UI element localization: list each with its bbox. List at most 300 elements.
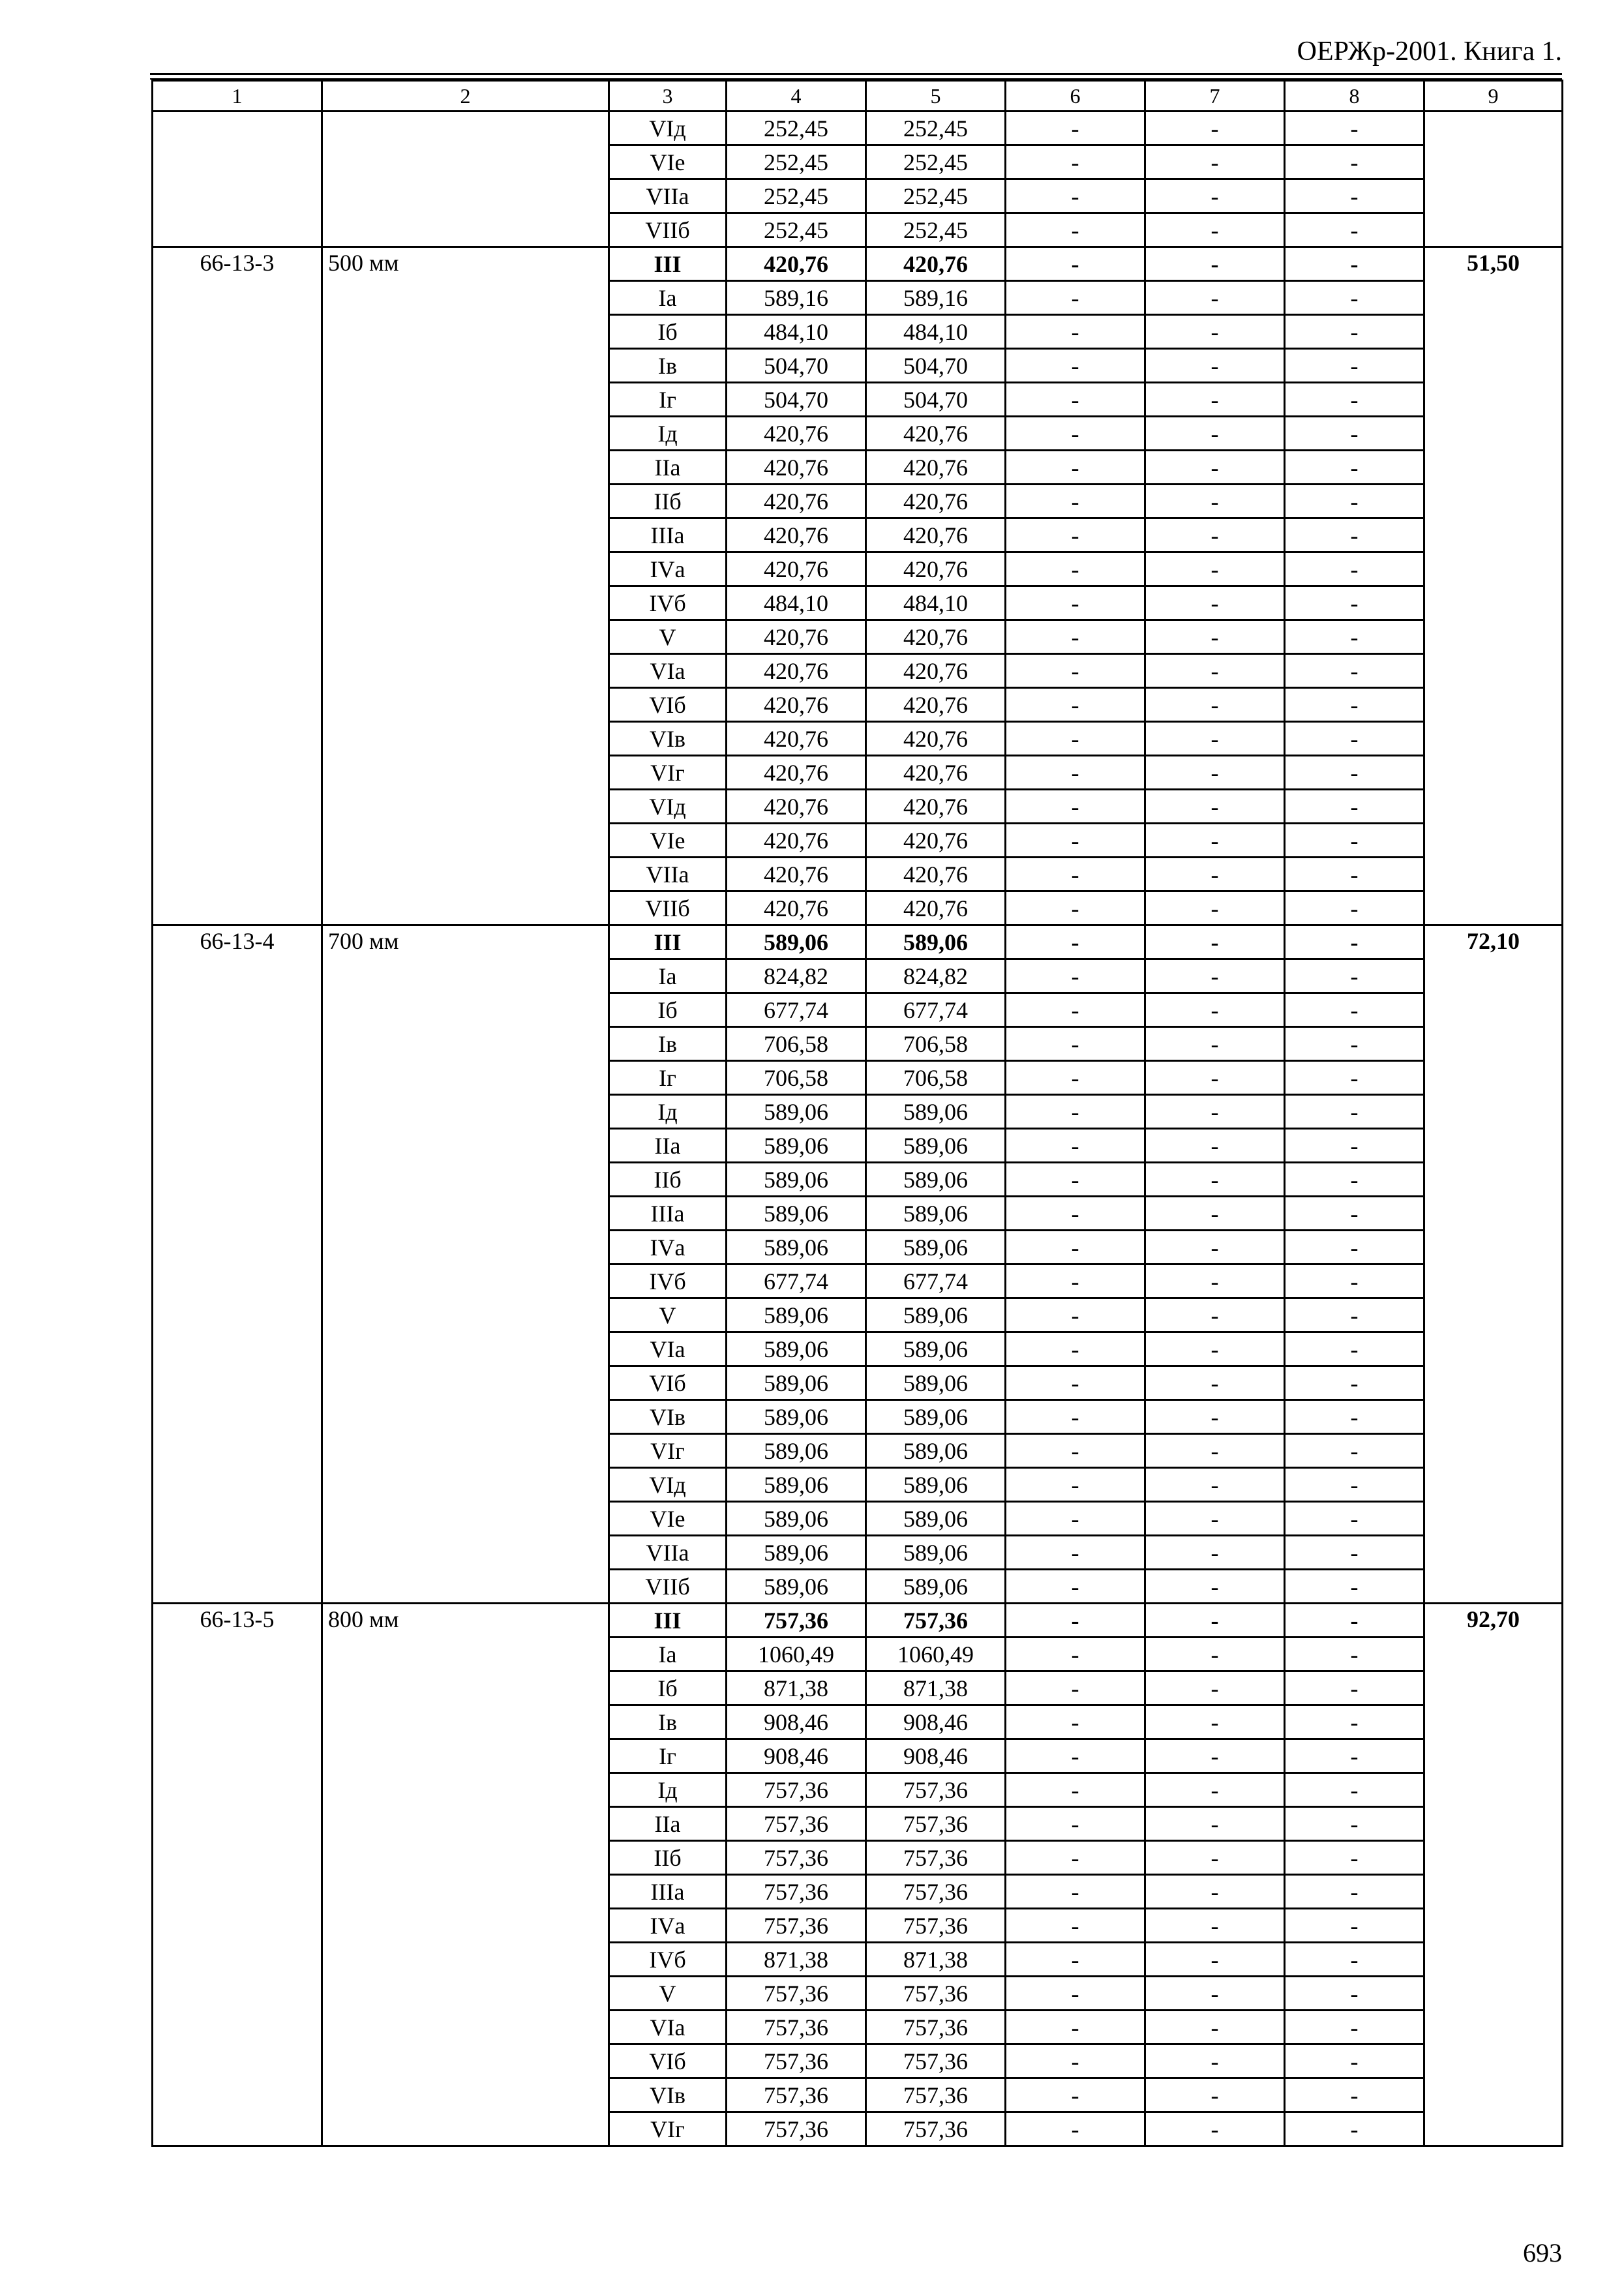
value-col5-cell: 908,46 (866, 1705, 1006, 1739)
value-col6-cell: - (1006, 1739, 1145, 1773)
value-col4-cell: 757,36 (727, 1604, 866, 1638)
zone-cell: VIIб (609, 891, 727, 925)
value-col6-cell: - (1006, 179, 1145, 213)
zone-cell: VIа (609, 2011, 727, 2044)
value-col7-cell: - (1145, 383, 1285, 417)
value-col8-cell: - (1285, 959, 1424, 993)
value-col6-cell: - (1006, 1909, 1145, 1943)
value-col8-cell: - (1285, 1671, 1424, 1705)
value-col7-cell: - (1145, 1264, 1285, 1298)
value-col9-cell: 51,50 (1424, 247, 1563, 925)
value-col6-cell: - (1006, 620, 1145, 654)
value-col5-cell: 420,76 (866, 552, 1006, 586)
value-col6-cell: - (1006, 824, 1145, 858)
zone-cell: VIб (609, 688, 727, 722)
value-col6-cell: - (1006, 1400, 1145, 1434)
value-col8-cell: - (1285, 1638, 1424, 1671)
value-col4-cell: 757,36 (727, 1977, 866, 2011)
value-col7-cell: - (1145, 417, 1285, 451)
value-col7-cell: - (1145, 1298, 1285, 1332)
value-col4-cell: 504,70 (727, 349, 866, 383)
value-col8-cell: - (1285, 1163, 1424, 1197)
value-col7-cell: - (1145, 1332, 1285, 1366)
value-col6-cell: - (1006, 1264, 1145, 1298)
value-col7-cell: - (1145, 281, 1285, 315)
value-col4-cell: 504,70 (727, 383, 866, 417)
zone-cell: IVб (609, 1264, 727, 1298)
column-header: 6 (1006, 81, 1145, 112)
value-col7-cell: - (1145, 2044, 1285, 2078)
value-col6-cell: - (1006, 349, 1145, 383)
zone-cell: IIIа (609, 518, 727, 552)
column-header: 4 (727, 81, 866, 112)
value-col4-cell: 420,76 (727, 552, 866, 586)
zone-cell: VIг (609, 756, 727, 790)
value-col7-cell: - (1145, 315, 1285, 349)
value-col7-cell: - (1145, 1163, 1285, 1197)
value-col4-cell: 824,82 (727, 959, 866, 993)
zone-cell: VIв (609, 722, 727, 756)
value-col4-cell: 677,74 (727, 993, 866, 1027)
value-col6-cell: - (1006, 1671, 1145, 1705)
value-col8-cell: - (1285, 518, 1424, 552)
value-col7-cell: - (1145, 858, 1285, 891)
value-col7-cell: - (1145, 790, 1285, 824)
value-col4-cell: 677,74 (727, 1264, 866, 1298)
value-col4-cell: 589,06 (727, 1332, 866, 1366)
value-col5-cell: 589,06 (866, 1163, 1006, 1197)
value-col8-cell: - (1285, 2112, 1424, 2146)
value-col4-cell: 420,76 (727, 858, 866, 891)
item-code-cell: 66-13-4 (153, 925, 322, 1604)
value-col5-cell: 420,76 (866, 891, 1006, 925)
value-col8-cell: - (1285, 179, 1424, 213)
value-col8-cell: - (1285, 1095, 1424, 1129)
column-header: 8 (1285, 81, 1424, 112)
column-header: 5 (866, 81, 1006, 112)
zone-cell: IVа (609, 1231, 727, 1264)
value-col8-cell: - (1285, 1231, 1424, 1264)
zone-cell: IIа (609, 1129, 727, 1163)
zone-cell: V (609, 620, 727, 654)
zone-cell: VIIб (609, 1570, 727, 1604)
value-col5-cell: 757,36 (866, 1807, 1006, 1841)
value-col8-cell: - (1285, 315, 1424, 349)
value-col5-cell: 589,06 (866, 1400, 1006, 1434)
zone-cell: IVб (609, 586, 727, 620)
value-col7-cell: - (1145, 2078, 1285, 2112)
zone-cell: Iг (609, 383, 727, 417)
value-col8-cell: - (1285, 2011, 1424, 2044)
table-row (153, 925, 1563, 959)
value-col7-cell: - (1145, 722, 1285, 756)
value-col5-cell: 757,36 (866, 1773, 1006, 1807)
value-col7-cell: - (1145, 179, 1285, 213)
value-col8-cell: - (1285, 451, 1424, 485)
value-col8-cell: - (1285, 247, 1424, 281)
zone-cell: Iд (609, 1095, 727, 1129)
value-col7-cell: - (1145, 1739, 1285, 1773)
zone-cell: Iг (609, 1061, 727, 1095)
value-col5-cell: 677,74 (866, 1264, 1006, 1298)
value-col5-cell: 589,16 (866, 281, 1006, 315)
zone-cell: VIIа (609, 858, 727, 891)
value-col8-cell: - (1285, 1366, 1424, 1400)
value-col5-cell: 252,45 (866, 145, 1006, 179)
zone-cell: VIг (609, 2112, 727, 2146)
value-col7-cell: - (1145, 485, 1285, 518)
value-col4-cell: 1060,49 (727, 1638, 866, 1671)
value-col5-cell: 589,06 (866, 1332, 1006, 1366)
value-col5-cell: 908,46 (866, 1739, 1006, 1773)
value-col5-cell: 504,70 (866, 383, 1006, 417)
value-col4-cell: 706,58 (727, 1027, 866, 1061)
value-col7-cell: - (1145, 145, 1285, 179)
value-col6-cell: - (1006, 1773, 1145, 1807)
value-col8-cell: - (1285, 1943, 1424, 1977)
value-col7-cell: - (1145, 1705, 1285, 1739)
zone-cell: IIб (609, 485, 727, 518)
value-col8-cell: - (1285, 654, 1424, 688)
value-col4-cell: 589,06 (727, 1536, 866, 1570)
value-col4-cell: 757,36 (727, 1875, 866, 1909)
value-col5-cell: 589,06 (866, 1197, 1006, 1231)
value-col6-cell: - (1006, 485, 1145, 518)
value-col7-cell: - (1145, 552, 1285, 586)
value-col5-cell: 420,76 (866, 688, 1006, 722)
value-col4-cell: 484,10 (727, 315, 866, 349)
zone-cell: VIIа (609, 179, 727, 213)
zone-cell: V (609, 1298, 727, 1332)
value-col8-cell: - (1285, 485, 1424, 518)
value-col7-cell: - (1145, 1604, 1285, 1638)
value-col7-cell: - (1145, 1095, 1285, 1129)
value-col6-cell: - (1006, 722, 1145, 756)
value-col5-cell: 757,36 (866, 2044, 1006, 2078)
zone-cell: IIIа (609, 1197, 727, 1231)
value-col6-cell: - (1006, 858, 1145, 891)
value-col5-cell: 677,74 (866, 993, 1006, 1027)
value-col6-cell: - (1006, 959, 1145, 993)
value-col4-cell: 484,10 (727, 586, 866, 620)
value-col4-cell: 420,76 (727, 824, 866, 858)
value-col5-cell: 420,76 (866, 620, 1006, 654)
value-col5-cell: 757,36 (866, 1841, 1006, 1875)
value-col7-cell: - (1145, 1468, 1285, 1502)
value-col5-cell: 824,82 (866, 959, 1006, 993)
value-col7-cell: - (1145, 1502, 1285, 1536)
value-col7-cell: - (1145, 993, 1285, 1027)
value-col7-cell: - (1145, 349, 1285, 383)
value-col4-cell: 757,36 (727, 2112, 866, 2146)
value-col4-cell: 757,36 (727, 1773, 866, 1807)
value-col6-cell: - (1006, 1027, 1145, 1061)
value-col7-cell: - (1145, 1231, 1285, 1264)
value-col6-cell: - (1006, 417, 1145, 451)
value-col5-cell: 706,58 (866, 1027, 1006, 1061)
value-col4-cell: 589,16 (727, 281, 866, 315)
value-col6-cell: - (1006, 518, 1145, 552)
value-col7-cell: - (1145, 2112, 1285, 2146)
value-col4-cell: 252,45 (727, 179, 866, 213)
value-col9-cell: 92,70 (1424, 1604, 1563, 2146)
value-col8-cell: - (1285, 1909, 1424, 1943)
value-col5-cell: 420,76 (866, 790, 1006, 824)
value-col5-cell: 420,76 (866, 654, 1006, 688)
value-col6-cell: - (1006, 1095, 1145, 1129)
column-number-row (153, 81, 1563, 112)
value-col6-cell: - (1006, 1298, 1145, 1332)
value-col7-cell: - (1145, 824, 1285, 858)
value-col4-cell: 420,76 (727, 247, 866, 281)
value-col4-cell: 420,76 (727, 485, 866, 518)
value-col6-cell: - (1006, 756, 1145, 790)
value-col5-cell: 420,76 (866, 824, 1006, 858)
zone-cell: VIв (609, 2078, 727, 2112)
value-col6-cell: - (1006, 654, 1145, 688)
zone-cell: Iв (609, 349, 727, 383)
value-col5-cell: 757,36 (866, 2078, 1006, 2112)
value-col6-cell: - (1006, 451, 1145, 485)
value-col5-cell: 706,58 (866, 1061, 1006, 1095)
value-col6-cell: - (1006, 112, 1145, 145)
value-col5-cell: 589,06 (866, 1129, 1006, 1163)
value-col6-cell: - (1006, 891, 1145, 925)
value-col4-cell: 871,38 (727, 1943, 866, 1977)
item-name-cell (322, 112, 609, 247)
value-col7-cell: - (1145, 1909, 1285, 1943)
value-col4-cell: 420,76 (727, 654, 866, 688)
zone-cell: V (609, 1977, 727, 2011)
value-col8-cell: - (1285, 2078, 1424, 2112)
zone-cell: Iб (609, 315, 727, 349)
value-col4-cell: 589,06 (727, 1502, 866, 1536)
page-number: 693 (1523, 2238, 1562, 2267)
zone-cell: IVа (609, 552, 727, 586)
value-col6-cell: - (1006, 383, 1145, 417)
zone-cell: Iа (609, 1638, 727, 1671)
value-col6-cell: - (1006, 1163, 1145, 1197)
value-col8-cell: - (1285, 586, 1424, 620)
value-col8-cell: - (1285, 552, 1424, 586)
value-col5-cell: 420,76 (866, 858, 1006, 891)
value-col5-cell: 757,36 (866, 1875, 1006, 1909)
value-col7-cell: - (1145, 1875, 1285, 1909)
zone-cell: VIб (609, 2044, 727, 2078)
value-col6-cell: - (1006, 145, 1145, 179)
value-col6-cell: - (1006, 281, 1145, 315)
zone-cell: IIа (609, 451, 727, 485)
value-col6-cell: - (1006, 1705, 1145, 1739)
value-col8-cell: - (1285, 1264, 1424, 1298)
value-col7-cell: - (1145, 112, 1285, 145)
value-col8-cell: - (1285, 1298, 1424, 1332)
value-col4-cell: 589,06 (727, 1163, 866, 1197)
column-header: 1 (153, 81, 322, 112)
value-col4-cell: 871,38 (727, 1671, 866, 1705)
value-col5-cell: 589,06 (866, 1095, 1006, 1129)
value-col8-cell: - (1285, 790, 1424, 824)
value-col4-cell: 589,06 (727, 1400, 866, 1434)
value-col7-cell: - (1145, 1841, 1285, 1875)
value-col4-cell: 589,06 (727, 1231, 866, 1264)
value-col4-cell: 420,76 (727, 417, 866, 451)
value-col6-cell: - (1006, 1502, 1145, 1536)
value-col4-cell: 908,46 (727, 1739, 866, 1773)
value-col7-cell: - (1145, 1807, 1285, 1841)
value-col8-cell: - (1285, 1536, 1424, 1570)
value-col4-cell: 589,06 (727, 1434, 866, 1468)
value-col7-cell: - (1145, 959, 1285, 993)
zone-cell: VIв (609, 1400, 727, 1434)
value-col8-cell: - (1285, 925, 1424, 959)
value-col8-cell: - (1285, 1977, 1424, 2011)
value-col5-cell: 589,06 (866, 1366, 1006, 1400)
value-col7-cell: - (1145, 2011, 1285, 2044)
value-col6-cell: - (1006, 1536, 1145, 1570)
value-col8-cell: - (1285, 858, 1424, 891)
value-col8-cell: - (1285, 1468, 1424, 1502)
value-col8-cell: - (1285, 349, 1424, 383)
value-col4-cell: 589,06 (727, 925, 866, 959)
value-col8-cell: - (1285, 1604, 1424, 1638)
value-col5-cell: 589,06 (866, 925, 1006, 959)
zone-cell: VIIа (609, 1536, 727, 1570)
value-col8-cell: - (1285, 1739, 1424, 1773)
value-col7-cell: - (1145, 688, 1285, 722)
value-col8-cell: - (1285, 281, 1424, 315)
value-col6-cell: - (1006, 1231, 1145, 1264)
value-col5-cell: 252,45 (866, 112, 1006, 145)
item-name-cell: 500 мм (322, 247, 609, 925)
value-col8-cell: - (1285, 620, 1424, 654)
zone-cell: VIд (609, 112, 727, 145)
value-col7-cell: - (1145, 1027, 1285, 1061)
value-col4-cell: 589,06 (727, 1129, 866, 1163)
value-col8-cell: - (1285, 1570, 1424, 1604)
value-col5-cell: 589,06 (866, 1298, 1006, 1332)
zone-cell: IIIа (609, 1875, 727, 1909)
column-header: 3 (609, 81, 727, 112)
value-col8-cell: - (1285, 1434, 1424, 1468)
value-col4-cell: 589,06 (727, 1366, 866, 1400)
value-col4-cell: 420,76 (727, 891, 866, 925)
value-col7-cell: - (1145, 1400, 1285, 1434)
value-col4-cell: 706,58 (727, 1061, 866, 1095)
value-col7-cell: - (1145, 1773, 1285, 1807)
value-col7-cell: - (1145, 586, 1285, 620)
value-col6-cell: - (1006, 1875, 1145, 1909)
zone-cell: Iв (609, 1705, 727, 1739)
value-col4-cell: 589,06 (727, 1197, 866, 1231)
value-col6-cell: - (1006, 586, 1145, 620)
value-col7-cell: - (1145, 654, 1285, 688)
zone-cell: IVб (609, 1943, 727, 1977)
column-header: 7 (1145, 81, 1285, 112)
value-col8-cell: - (1285, 1875, 1424, 1909)
value-col8-cell: - (1285, 1332, 1424, 1366)
value-col8-cell: - (1285, 1773, 1424, 1807)
value-col6-cell: - (1006, 1604, 1145, 1638)
value-col7-cell: - (1145, 1638, 1285, 1671)
value-col6-cell: - (1006, 1638, 1145, 1671)
zone-cell: VIе (609, 1502, 727, 1536)
value-col6-cell: - (1006, 1468, 1145, 1502)
zone-cell: VIIб (609, 213, 727, 247)
value-col6-cell: - (1006, 315, 1145, 349)
value-col8-cell: - (1285, 756, 1424, 790)
value-col8-cell: - (1285, 824, 1424, 858)
zone-cell: IIа (609, 1807, 727, 1841)
value-col4-cell: 757,36 (727, 1807, 866, 1841)
table-body (153, 112, 1563, 2146)
value-col8-cell: - (1285, 1807, 1424, 1841)
zone-cell: VIа (609, 654, 727, 688)
value-col6-cell: - (1006, 2078, 1145, 2112)
value-col4-cell: 757,36 (727, 1909, 866, 1943)
value-col6-cell: - (1006, 790, 1145, 824)
rates-table (151, 80, 1563, 2147)
item-code-cell: 66-13-3 (153, 247, 322, 925)
value-col6-cell: - (1006, 2044, 1145, 2078)
value-col8-cell: - (1285, 1841, 1424, 1875)
value-col7-cell: - (1145, 1366, 1285, 1400)
value-col5-cell: 252,45 (866, 179, 1006, 213)
item-name-cell: 700 мм (322, 925, 609, 1604)
table-row (153, 112, 1563, 145)
value-col5-cell: 589,06 (866, 1536, 1006, 1570)
value-col5-cell: 504,70 (866, 349, 1006, 383)
value-col6-cell: - (1006, 1129, 1145, 1163)
value-col5-cell: 757,36 (866, 2112, 1006, 2146)
value-col7-cell: - (1145, 213, 1285, 247)
zone-cell: Iа (609, 281, 727, 315)
value-col7-cell: - (1145, 1943, 1285, 1977)
value-col4-cell: 589,06 (727, 1570, 866, 1604)
value-col8-cell: - (1285, 722, 1424, 756)
table-row (153, 1604, 1563, 1638)
value-col4-cell: 420,76 (727, 620, 866, 654)
column-header: 9 (1424, 81, 1563, 112)
zone-cell: VIа (609, 1332, 727, 1366)
value-col8-cell: - (1285, 112, 1424, 145)
value-col8-cell: - (1285, 993, 1424, 1027)
value-col5-cell: 420,76 (866, 756, 1006, 790)
value-col6-cell: - (1006, 1977, 1145, 2011)
value-col4-cell: 420,76 (727, 790, 866, 824)
value-col4-cell: 757,36 (727, 2011, 866, 2044)
item-name-cell: 800 мм (322, 1604, 609, 2146)
value-col5-cell: 1060,49 (866, 1638, 1006, 1671)
zone-cell: Iб (609, 1671, 727, 1705)
value-col6-cell: - (1006, 1366, 1145, 1400)
zone-cell: IIб (609, 1841, 727, 1875)
zone-cell: Iг (609, 1739, 727, 1773)
value-col7-cell: - (1145, 451, 1285, 485)
value-col5-cell: 420,76 (866, 247, 1006, 281)
value-col5-cell: 420,76 (866, 417, 1006, 451)
value-col8-cell: - (1285, 1400, 1424, 1434)
value-col5-cell: 589,06 (866, 1502, 1006, 1536)
value-col5-cell: 420,76 (866, 451, 1006, 485)
value-col6-cell: - (1006, 1434, 1145, 1468)
table-row (153, 247, 1563, 281)
item-code-cell: 66-13-5 (153, 1604, 322, 2146)
value-col5-cell: 252,45 (866, 213, 1006, 247)
value-col7-cell: - (1145, 756, 1285, 790)
value-col8-cell: - (1285, 1705, 1424, 1739)
zone-cell: VIг (609, 1434, 727, 1468)
